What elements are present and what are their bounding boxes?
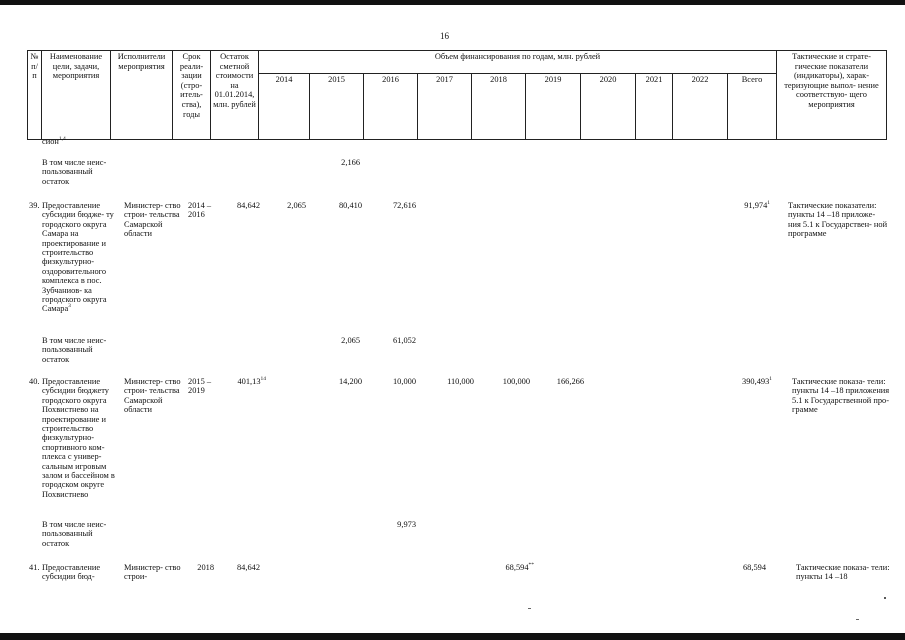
cell-term: 2018 [197, 563, 214, 572]
cell-2019: 166,266 [556, 377, 584, 386]
header-indicators: Тактические и страте- гические показатели (индикаторы), харак- теризующие выпол- нение соответствую- щего мероприятия [777, 51, 887, 140]
row-indicator: Тактические показа- тели: пункты 14 –18 приложения 5.1 к Государственной про- грамме [792, 377, 890, 415]
cell-2014: 2,065 [287, 201, 306, 210]
table-header [27, 50, 887, 140]
row-name: В том числе неис- пользованный остаток [42, 336, 107, 364]
cell-remainder: 84,642 [236, 201, 260, 210]
header-name: Наименование цели, задачи, мероприятия [42, 51, 111, 140]
cell-remainder: 84,642 [236, 563, 260, 572]
cell-2016: 72,616 [392, 201, 416, 210]
row-indicator: Тактические показа- тели: пункты 14 –18 [796, 563, 890, 582]
row-executor: Министер- ство строи- тельства Самарской области [124, 201, 181, 239]
header-year: 2020 [581, 73, 636, 139]
header-year: 2016 [364, 73, 418, 139]
row-executor: Министер- ство строи- [124, 563, 181, 582]
row-name: В том числе неис- пользованный остаток [42, 158, 107, 186]
header-term: Срок реали- зации (стро- итель- ства), годы [173, 51, 211, 140]
scan-speck [528, 608, 531, 609]
row-number: 41. [29, 563, 40, 572]
cell-2018: 68,594** [505, 562, 534, 572]
page-number: 16 [440, 31, 449, 41]
top-border [0, 0, 905, 5]
cell-2018: 100,000 [502, 377, 530, 386]
cell-total: 91,974$^1$ [744, 200, 770, 210]
row-name: Предоставление субсидии бюджету городского округа Похвистнево на проектирование и строительство физкультурно- спортивного ком- плекса с универ- сальным игровым залом и бассейном в городском округе Похвистнево [42, 377, 115, 499]
row-name: Предоставление субсидии бюд- [42, 563, 101, 582]
cell-total: 390,493$^1$ [742, 376, 772, 386]
cell-2015: 14,200 [338, 377, 362, 386]
cell-2015: 2,065 [341, 336, 360, 345]
cell-2015: 80,410 [338, 201, 362, 210]
cell-2017: 110,000 [447, 377, 474, 386]
header-num: № п/п [28, 51, 42, 140]
cell-2016: 10,000 [392, 377, 416, 386]
row-executor: Министер- ство строи- тельства Самарской области [124, 377, 181, 415]
row-number: 39. [29, 201, 40, 210]
header-executors: Исполнители мероприятия [111, 51, 173, 140]
header-year: 2022 [673, 73, 728, 139]
row-indicator: Тактические показатели: пункты 14 –18 приложе- ния 5.1 к Государствен- ной программе [788, 201, 888, 239]
bottom-border [0, 633, 905, 640]
header-year: 2014 [259, 73, 310, 139]
row-number: 40. [29, 377, 40, 386]
row-term: 2014 – 2016 [188, 201, 212, 220]
cell-total: 68,594 [742, 563, 766, 572]
row-name: Предоставление субсидии бюдже- ту городского округа Самара на проектирование и строительство физкультурно- оздоровительного комплекса в пос. Зубчаниов- ка городского округа Самара$^3$ [42, 201, 114, 314]
cell-2016: 9,973 [397, 520, 416, 529]
row-term: 2015 – 2019 [188, 377, 212, 396]
header-year: 2017 [418, 73, 472, 139]
row-name: В том числе неис- пользованный остаток [42, 520, 107, 548]
scan-speck [856, 619, 859, 620]
header-funding: Объем финансирования по годам, млн. рублей [259, 51, 777, 74]
header-remainder: Остаток сметной стоимости на 01.01.2014, млн. рублей [211, 51, 259, 140]
cell-remainder: 401,13$^{14}$ [237, 376, 266, 386]
cell-2016: 61,052 [392, 336, 416, 345]
cell-2015: 2,166 [341, 158, 360, 167]
header-year: 2021 [636, 73, 673, 139]
header-year: 2015 [310, 73, 364, 139]
continuation-text: сион$^{1,4}$ [42, 136, 66, 146]
header-year: 2019 [526, 73, 581, 139]
header-year: 2018 [472, 73, 526, 139]
header-total: Всего [728, 73, 777, 139]
scan-speck [884, 597, 886, 599]
